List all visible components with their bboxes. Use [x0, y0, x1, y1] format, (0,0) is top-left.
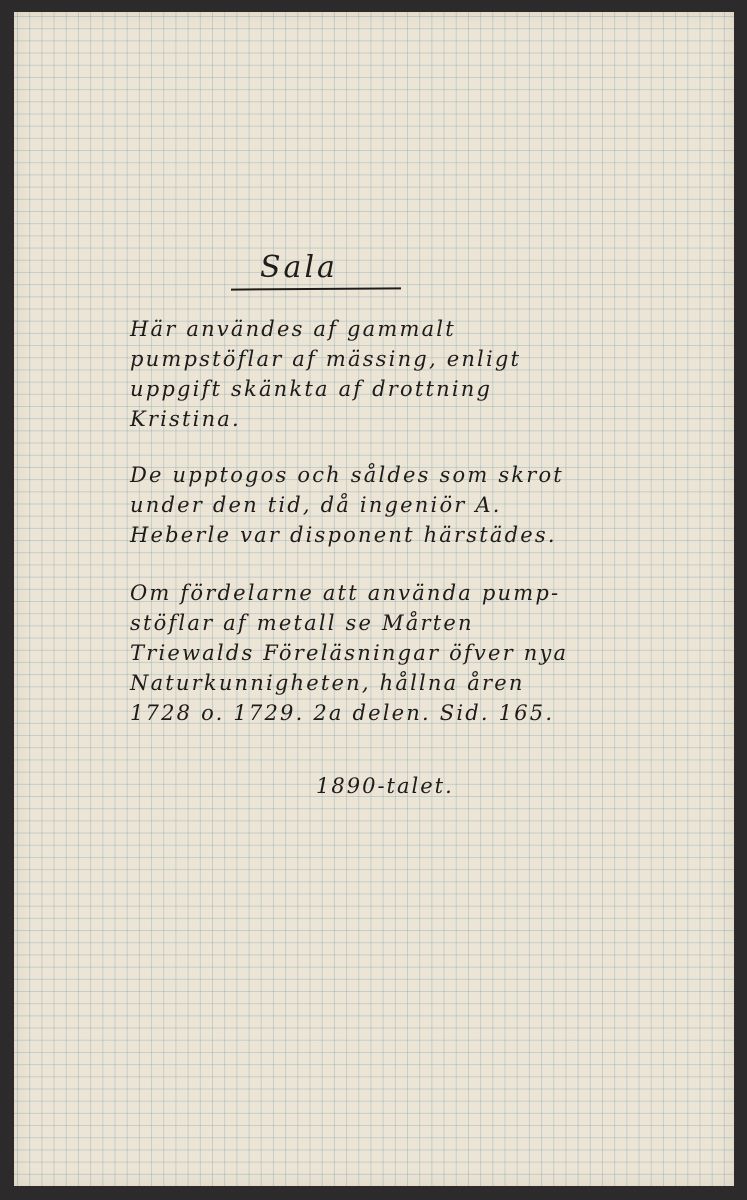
date-note: 1890-talet. [316, 774, 454, 798]
paragraph-3 [130, 578, 690, 728]
text-line: under den tid, då ingeniör A. [130, 493, 502, 517]
text-line: Här användes af gammalt [130, 317, 456, 341]
text-line: uppgift skänkta af drottning [130, 377, 493, 401]
paragraph-2 [130, 460, 690, 550]
paragraph-1 [130, 314, 690, 434]
text-line: Om fördelarne att använda pump- [130, 581, 561, 605]
text-line: Heberle var disponent härstädes. [130, 523, 557, 547]
document-title: Sala [260, 250, 338, 285]
text-line: stöflar af metall se Mårten [130, 611, 474, 635]
text-line: De upptogos och såldes som skrot [130, 463, 564, 487]
graph-paper-sheet [14, 12, 734, 1186]
text-line: 1728 o. 1729. 2a delen. Sid. 165. [130, 701, 555, 725]
text-line: Naturkunnigheten, hållna åren [130, 671, 525, 695]
text-line: Kristina. [130, 407, 241, 431]
text-line: pumpstöflar af mässing, enligt [130, 347, 522, 371]
title-underline [231, 287, 401, 290]
text-line: Triewalds Föreläsningar öfver nya [130, 641, 569, 665]
